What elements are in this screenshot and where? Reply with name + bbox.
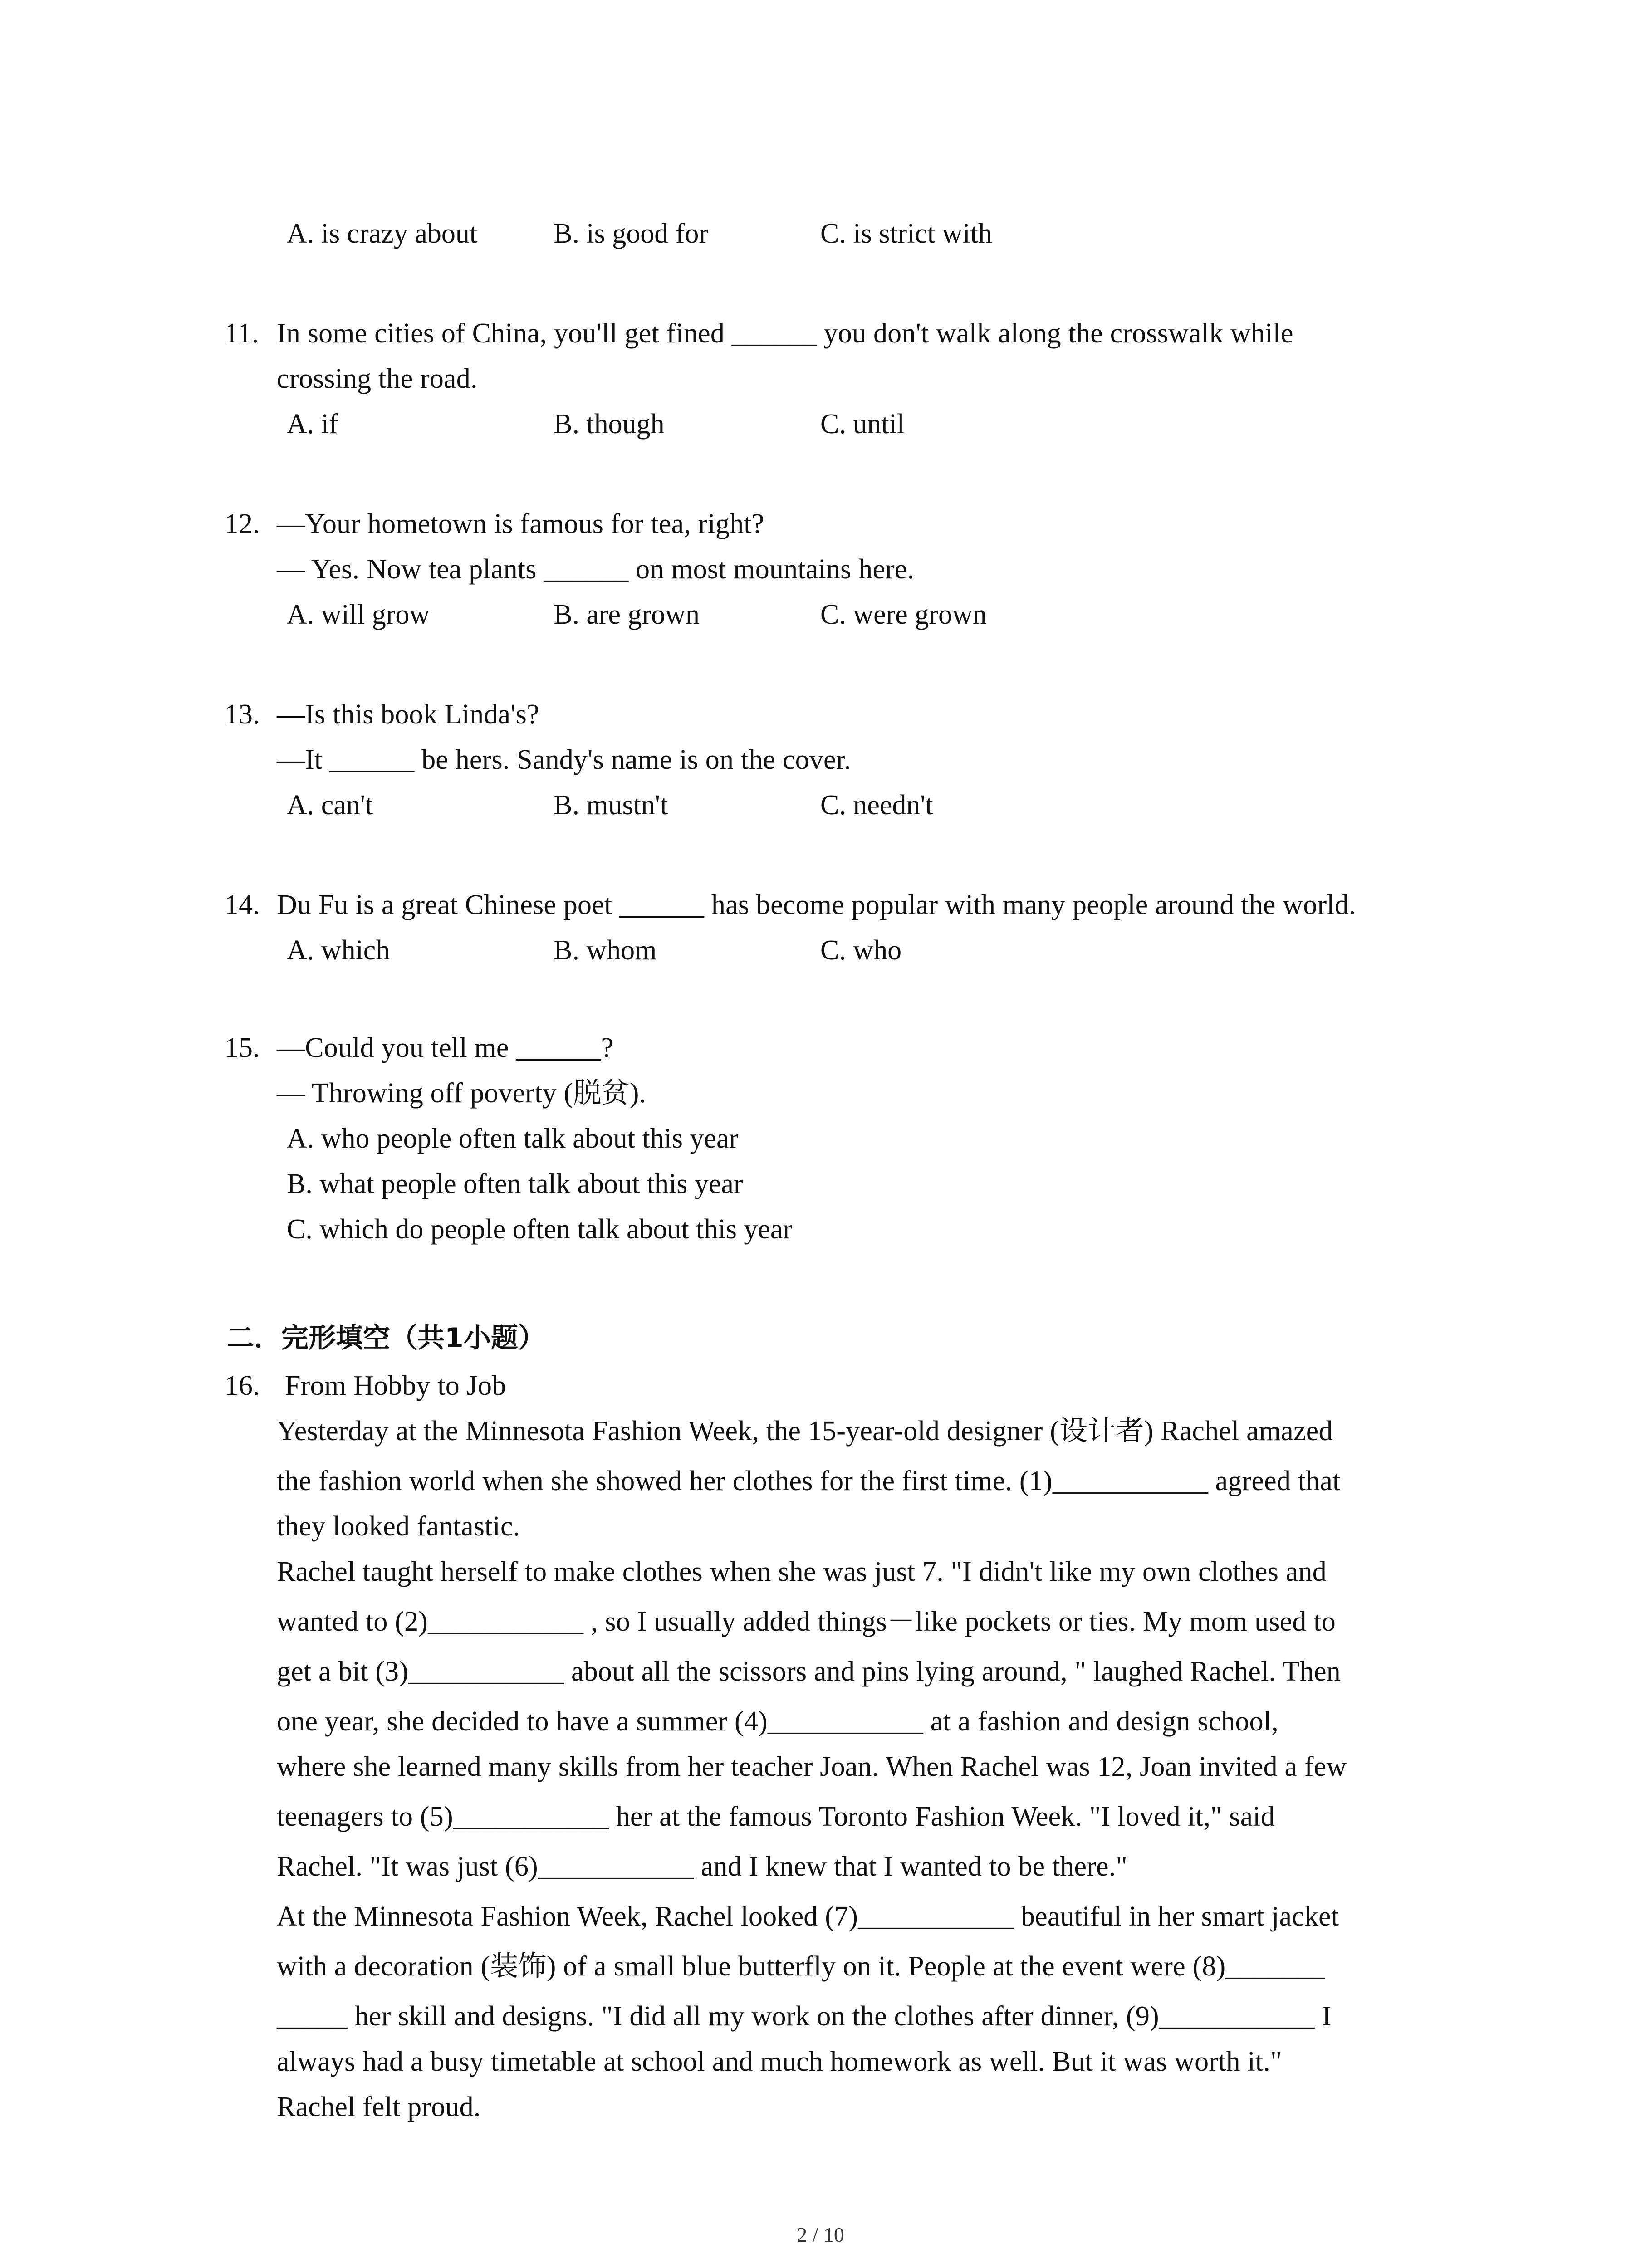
- question-text-line: Du Fu is a great Chinese poet ______ has become popular with many people around the world.: [277, 890, 1356, 920]
- option-a: A. who people often talk about this year: [287, 1123, 739, 1154]
- option-b: B. whom: [554, 935, 657, 966]
- passage-title: From Hobby to Job: [285, 1370, 506, 1401]
- option-c: C. who: [820, 935, 902, 966]
- passage-line: with a decoration (装饰) of a small blue butterfly on it. People at the event were (8)_______: [277, 1951, 1325, 1982]
- option-c: C. is strict with: [820, 218, 992, 249]
- question-number: 14.: [225, 890, 260, 920]
- question-text-line: —It ______ be hers. Sandy's name is on the cover.: [277, 744, 851, 775]
- passage-line: teenagers to (5)___________ her at the famous Toronto Fashion Week. "I loved it," said: [277, 1801, 1275, 1832]
- option-b: B. though: [554, 409, 665, 440]
- option-b: B. are grown: [554, 599, 700, 630]
- passage-line: one year, she decided to have a summer (4)___________ at a fashion and design school,: [277, 1706, 1279, 1737]
- question-number: 12.: [225, 508, 260, 539]
- passage-line: _____ her skill and designs. "I did all my work on the clothes after dinner, (9)___________ I: [277, 2001, 1332, 2032]
- question-text-line: In some cities of China, you'll get fined ______ you don't walk along the crosswalk while: [277, 318, 1293, 349]
- passage-line: wanted to (2)___________ , so I usually added things－like pockets or ties. My mom used to: [277, 1606, 1336, 1637]
- option-a: A. can't: [287, 790, 373, 821]
- section-title: 二．完形填空（共1小题）: [227, 1322, 545, 1354]
- option-a: A. is crazy about: [287, 218, 478, 249]
- option-c: C. needn't: [820, 790, 933, 821]
- passage-line: where she learned many skills from her teacher Joan. When Rachel was 12, Joan invited a few: [277, 1751, 1347, 1782]
- question-number: 15.: [225, 1032, 260, 1063]
- passage-line: Rachel felt proud.: [277, 2092, 481, 2122]
- passage-line: Rachel. "It was just (6)___________ and I knew that I wanted to be there.": [277, 1851, 1127, 1882]
- passage-line: get a bit (3)___________ about all the scissors and pins lying around, " laughed Rachel. Then: [277, 1656, 1341, 1687]
- question-text-line: —Could you tell me ______?: [277, 1032, 614, 1063]
- question-number: 13.: [225, 699, 260, 730]
- option-c: C. were grown: [820, 599, 987, 630]
- option-a: A. which: [287, 935, 390, 966]
- question-number: 16.: [225, 1370, 260, 1401]
- question-text-line: —Your hometown is famous for tea, right?: [277, 508, 764, 539]
- passage-line: Yesterday at the Minnesota Fashion Week, the 15-year-old designer (设计者) Rachel amazed: [277, 1416, 1333, 1447]
- option-b: B. what people often talk about this year: [287, 1168, 743, 1199]
- question-text-line: crossing the road.: [277, 363, 478, 394]
- option-a: A. will grow: [287, 599, 430, 630]
- passage-line: Rachel taught herself to make clothes when she was just 7. "I didn't like my own clothes and: [277, 1556, 1327, 1587]
- question-text-line: — Throwing off poverty (脱贫).: [277, 1078, 647, 1109]
- passage-line: the fashion world when she showed her clothes for the first time. (1)___________ agreed that: [277, 1466, 1341, 1496]
- passage-line: they looked fantastic.: [277, 1511, 520, 1542]
- option-b: B. mustn't: [554, 790, 668, 821]
- question-number: 11.: [225, 318, 259, 349]
- option-a: A. if: [287, 409, 338, 440]
- passage-line: At the Minnesota Fashion Week, Rachel looked (7)___________ beautiful in her smart jacket: [277, 1901, 1339, 1932]
- passage-line: always had a busy timetable at school and much homework as well. But it was worth it.": [277, 2046, 1282, 2077]
- question-text-line: —Is this book Linda's?: [277, 699, 539, 730]
- question-text-line: — Yes. Now tea plants ______ on most mountains here.: [277, 554, 915, 585]
- option-c: C. until: [820, 409, 905, 440]
- page-number: 2 / 10: [797, 2223, 844, 2246]
- option-b: B. is good for: [554, 218, 708, 249]
- option-c: C. which do people often talk about this year: [287, 1214, 793, 1245]
